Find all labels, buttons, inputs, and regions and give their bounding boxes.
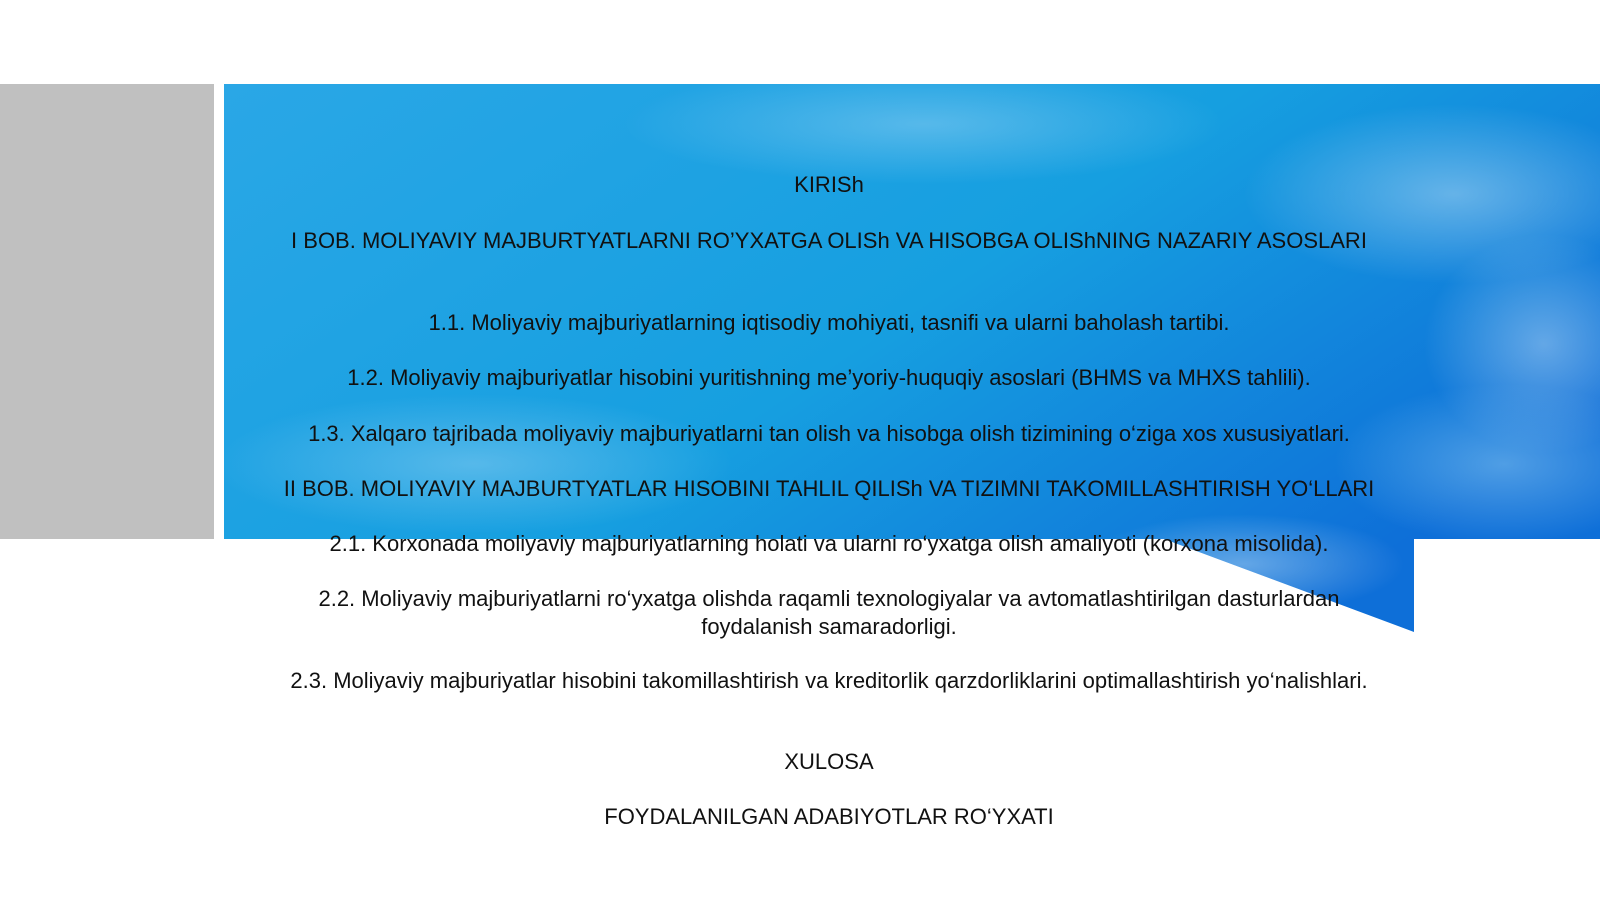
toc-chapter-1: I BOB. MOLIYAVIY MAJBURTYATLARNI RO’YXATGA OLISh VA HISOBGA OLIShNING NAZARIY ASOSLARI (291, 228, 1367, 253)
table-of-contents (230, 0, 1428, 899)
toc-section-2-3: 2.3. Moliyaviy majburiyatlar hisobini takomillashtirish va kreditorlik qarzdorliklarini optimallashtirish yo‘nalishlari. (290, 668, 1368, 693)
toc-references: FOYDALANILGAN ADABIYOTLAR RO‘YXATI (604, 804, 1054, 829)
toc-conclusion: XULOSA (784, 749, 874, 774)
toc-section-1-3: 1.3. Xalqaro tajribada moliyaviy majburiyatlarni tan olish va hisobga olish tizimining o‘ziga xos xususiyatlari. (308, 421, 1350, 446)
toc-chapter-2: II BOB. MOLIYAVIY MAJBURTYATLAR HISOBINI TAHLIL QILISh VA TIZIMNI TAKOMILLASHTIRISH YO‘LLARI (283, 476, 1375, 501)
gray-side-block (0, 84, 214, 539)
toc-section-1-1: 1.1. Moliyaviy majburiyatlarning iqtisodiy mohiyati, tasnifi va ularni baholash tartibi. (428, 310, 1230, 335)
toc-section-2-2: 2.2. Moliyaviy majburiyatlarni ro‘yxatga olishda raqamli texnologiyalar va avtomatlashtirilgan dasturlardan foydalanish samaradorligi. (318, 586, 1340, 639)
toc-section-2-1: 2.1. Korxonada moliyaviy majburiyatlarning holati va ularni ro‘yxatga olish amaliyoti (korxona misolida). (329, 531, 1329, 556)
toc-intro: KIRISh (794, 172, 864, 197)
toc-section-1-2: 1.2. Moliyaviy majburiyatlar hisobini yuritishning me’yoriy-huquqiy asoslari (BHMS va MHXS tahlili). (347, 365, 1311, 390)
